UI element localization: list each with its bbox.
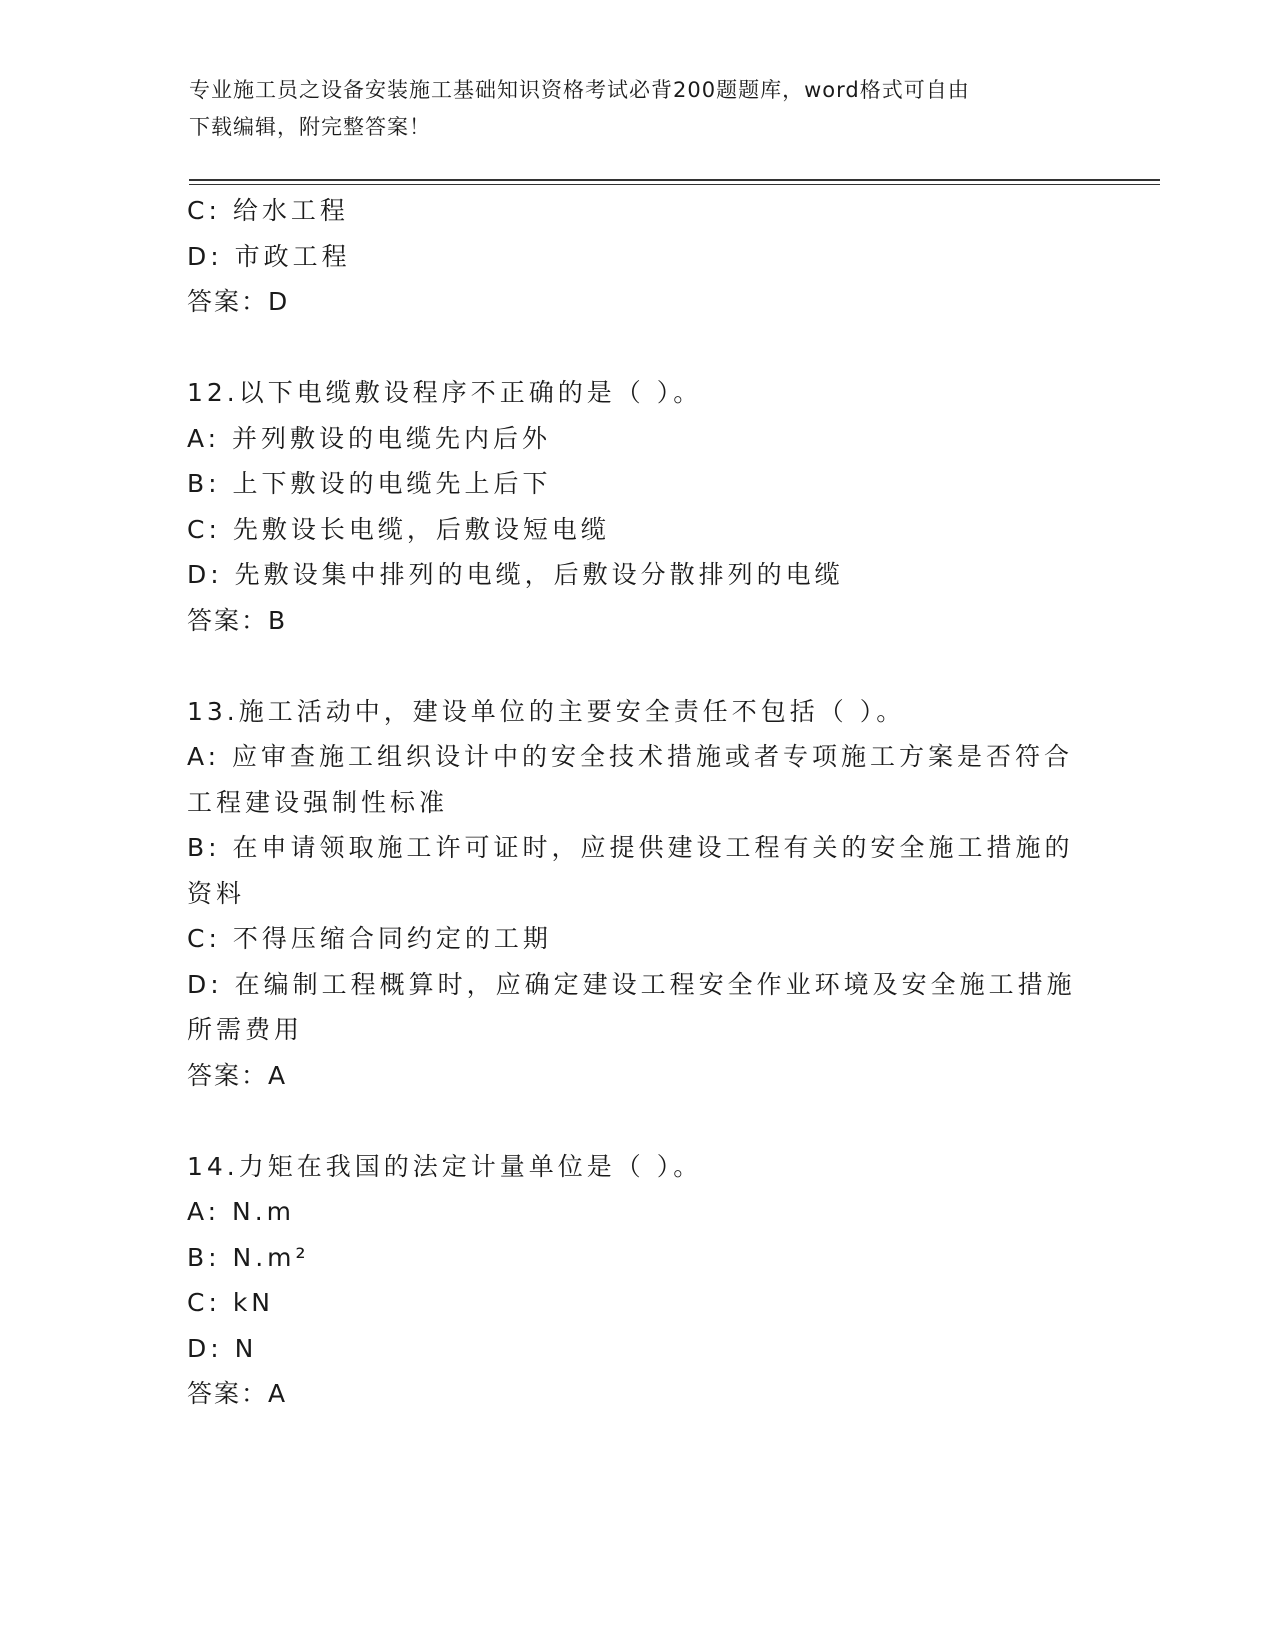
option-a: A: N.m	[187, 1197, 296, 1226]
option-d: D: N	[187, 1333, 258, 1363]
option-c: C: kN	[187, 1288, 275, 1317]
option-a-line-1: A: 应审查施工组织设计中的安全技术措施或者专项施工方案是否符合	[187, 742, 1074, 771]
option-d-line-1: D: 在编制工程概算时，应确定建设工程安全作业环境及安全施工措施	[187, 969, 1076, 999]
option-c: C: 给水工程	[187, 196, 349, 225]
question-list	[187, 188, 1087, 1417]
header-line-1: 专业施工员之设备安装施工基础知识资格考试必背200题题库，word格式可自由	[189, 78, 970, 102]
header-rule-thick	[189, 179, 1160, 181]
question-14	[187, 1144, 1087, 1417]
spacer	[187, 325, 1087, 371]
option-c: C: 先敷设长电缆，后敷设短电缆	[187, 514, 610, 544]
spacer	[187, 1098, 1087, 1144]
question-stem: 13.施工活动中，建设单位的主要安全责任不包括（ ）。	[187, 696, 906, 726]
answer: 答案：A	[187, 1060, 288, 1090]
answer: 答案：B	[187, 605, 288, 635]
question-stem: 12.以下电缆敷设程序不正确的是（ ）。	[187, 378, 703, 407]
question-stem: 14.力矩在我国的法定计量单位是（ ）。	[187, 1151, 703, 1181]
option-b: B: N.m²	[187, 1242, 310, 1272]
header-rule-thin	[189, 184, 1160, 185]
option-a-line-2: 工程建设强制性标准	[187, 787, 449, 817]
option-d-line-2: 所需费用	[187, 1015, 304, 1044]
header-line-2: 下载编辑，附完整答案！	[189, 115, 431, 139]
option-c: C: 不得压缩合同约定的工期	[187, 924, 552, 953]
answer: 答案：D	[187, 287, 290, 316]
document-header	[189, 72, 1089, 146]
question-13	[187, 689, 1087, 1099]
option-b: B: 上下敷设的电缆先上后下	[187, 469, 552, 498]
answer: 答案：A	[187, 1379, 288, 1408]
option-a: A: 并列敷设的电缆先内后外	[187, 423, 552, 453]
option-b-line-2: 资料	[187, 878, 246, 908]
question-12	[187, 370, 1087, 643]
spacer	[187, 643, 1087, 689]
option-b-line-1: B: 在申请领取施工许可证时，应提供建设工程有关的安全施工措施的	[187, 833, 1074, 862]
question-11-tail	[187, 188, 1087, 325]
option-d: D: 先敷设集中排列的电缆，后敷设分散排列的电缆	[187, 560, 844, 589]
option-d: D: 市政工程	[187, 241, 351, 271]
